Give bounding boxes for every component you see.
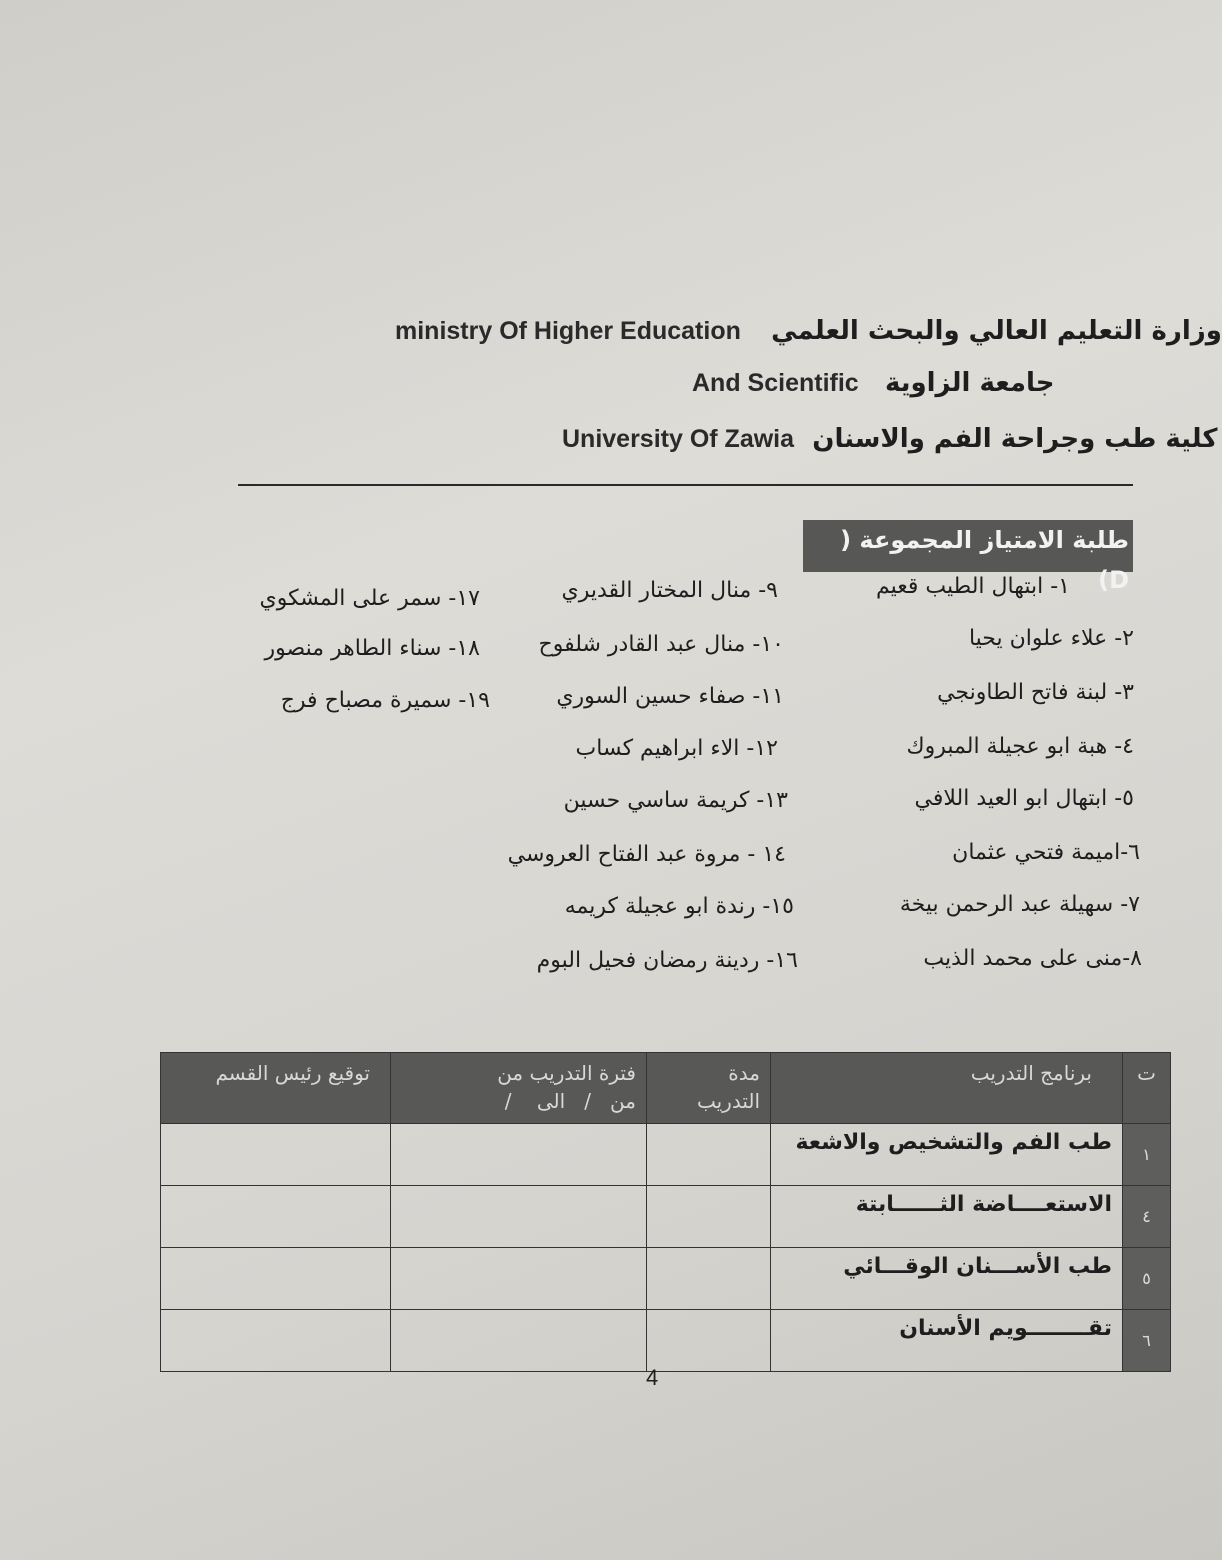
header-ar-ministry: وزارة التعليم العالي والبحث العلمي [771, 316, 1222, 346]
row-period-cell [391, 1124, 647, 1186]
header-duration-line2: التدريب [696, 1089, 760, 1113]
student-item: ١٩- سميرة مصباح فرج [280, 688, 490, 713]
row-program: طب الفم والتشخيص والاشعة [771, 1124, 1123, 1186]
header-signature: توقيع رئيس القسم [161, 1053, 391, 1124]
student-item: ١- ابتهال الطيب قعيم [876, 574, 1070, 599]
student-item: ٣- لبنة فاتح الطاونجي [937, 680, 1134, 705]
row-duration-cell [647, 1186, 771, 1248]
student-item: ١٦- ردينة رمضان فحيل البوم [536, 948, 798, 973]
row-period-cell [391, 1248, 647, 1310]
table-row [161, 1124, 1171, 1186]
student-item: ٢- علاء علوان يحيا [968, 626, 1134, 651]
student-item: ١١- صفاء حسين السوري [556, 684, 784, 709]
row-duration-cell [647, 1248, 771, 1310]
row-signature-cell [161, 1124, 391, 1186]
row-signature-cell [161, 1248, 391, 1310]
header-line-2 [692, 368, 1055, 398]
header-program: برنامج التدريب [771, 1053, 1123, 1124]
header-line-3 [562, 424, 1217, 454]
row-num: ٦ [1123, 1310, 1171, 1372]
header-num: ت [1123, 1053, 1171, 1124]
student-item: ٦-اميمة فتحي عثمان [952, 840, 1140, 865]
header-line-1 [395, 316, 1222, 346]
student-item: ١٠- منال عبد القادر شلفوح [538, 632, 784, 657]
row-period-cell [391, 1186, 647, 1248]
row-signature-cell [161, 1310, 391, 1372]
header-en-scientific: And Scientific [692, 369, 859, 397]
student-item: ١٤ - مروة عبد الفتاح العروسي [507, 842, 786, 867]
student-item: ١٥- رندة ابو عجيلة كريمه [564, 894, 794, 919]
student-item: ٥- ابتهال ابو العيد اللافي [914, 786, 1134, 811]
header-period [391, 1053, 647, 1124]
student-item: ٩- منال المختار القديري [561, 578, 778, 603]
student-item: ٧- سهيلة عبد الرحمن بيخة [899, 892, 1140, 917]
row-duration-cell [647, 1124, 771, 1186]
student-item: ٨-منى على محمد الذيب [923, 946, 1142, 971]
header-ar-university: جامعة الزاوية [884, 368, 1055, 398]
page-number: 4 [646, 1365, 659, 1390]
header-divider [238, 484, 1133, 486]
row-duration-cell [647, 1310, 771, 1372]
table-row [161, 1186, 1171, 1248]
header-duration [647, 1053, 771, 1124]
header-period-line2: من / الى / [504, 1089, 636, 1113]
table-row [161, 1248, 1171, 1310]
row-program: الاستعــــاضة الثــــــابتة [771, 1186, 1123, 1248]
header-en-ministry: ministry Of Higher Education [395, 317, 741, 345]
table-row [161, 1310, 1171, 1372]
student-item: ١٢- الاء ابراهيم كساب [575, 736, 778, 761]
student-item: ٤- هبة ابو عجيلة المبروك [906, 734, 1134, 759]
row-program: تقــــــــويم الأسنان [771, 1310, 1123, 1372]
row-program: طب الأســـنان الوقـــائي [771, 1248, 1123, 1310]
training-table [160, 1052, 1171, 1372]
student-item: ١٧- سمر على المشكوي [259, 586, 480, 611]
student-item: ١٨- سناء الطاهر منصور [264, 636, 480, 661]
row-period-cell [391, 1310, 647, 1372]
row-signature-cell [161, 1186, 391, 1248]
row-num: ١ [1123, 1124, 1171, 1186]
header-ar-faculty: كلية طب وجراحة الفم والاسنان [812, 424, 1218, 454]
table-header-row [161, 1053, 1171, 1124]
header-duration-line1: مدة [728, 1061, 760, 1085]
header-en-university: University Of Zawia [562, 425, 795, 453]
row-num: ٥ [1123, 1248, 1171, 1310]
row-num: ٤ [1123, 1186, 1171, 1248]
group-title: طلبة الامتياز المجموعة ( D) [803, 520, 1133, 572]
student-item: ١٣- كريمة ساسي حسين [563, 788, 788, 813]
header-period-line1: فترة التدريب من [497, 1061, 636, 1085]
